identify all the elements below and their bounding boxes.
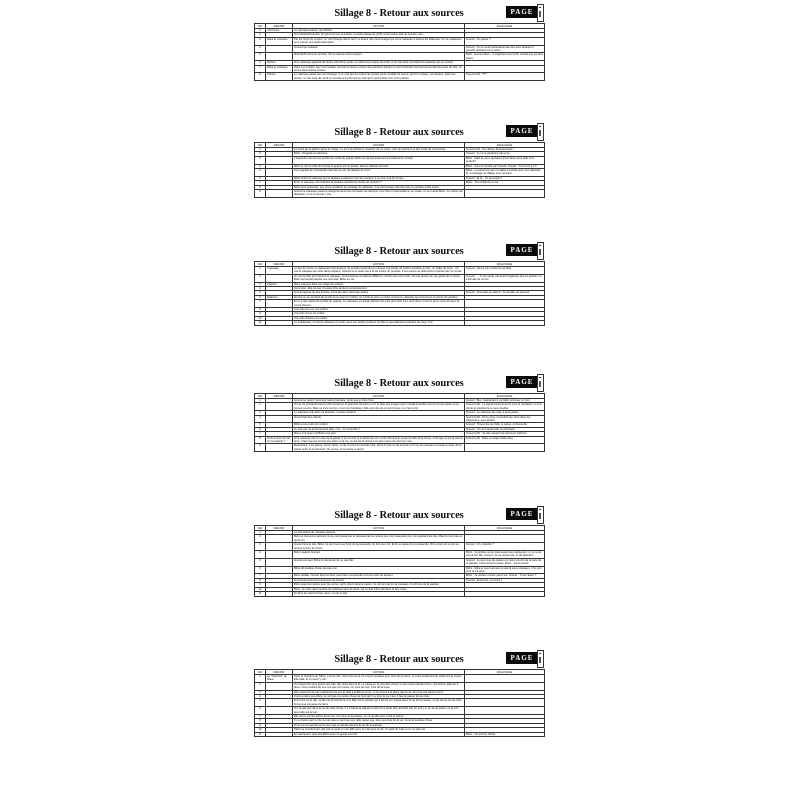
- panel-number: 3: [255, 543, 266, 551]
- dialogue-cell: [465, 535, 545, 543]
- table-row: [255, 73, 545, 81]
- action-cell: Le vaisseau avance vers Rhodi.: [293, 29, 465, 33]
- panel-number: 2: [255, 274, 266, 282]
- decor-cell: [266, 415, 293, 423]
- panel-number: 10: [255, 587, 266, 591]
- header-number: Nbr: [255, 262, 266, 267]
- header-decor: DECOR: [266, 670, 293, 675]
- decor-cell: Dehors: [266, 73, 293, 81]
- action-cell: Une plan d'un en vue enfant.: [293, 308, 465, 312]
- decor-cell: [266, 592, 293, 596]
- action-cell: Et dans les mêmes bras, deux, un est en fait.: [293, 592, 465, 596]
- decor-cell: Dehors: [266, 61, 293, 65]
- action-cell: Gnovel se retenir deux des nature bassette, porte pas si notre frère.: [293, 399, 465, 403]
- panel-number: 9: [255, 444, 266, 452]
- panel-number: 4: [255, 287, 266, 291]
- action-cell: La sortie de la galerie après le virage. Il y en a de plusieurs cavaliers de se suivre, plus de parcours et des fonds de commande.: [293, 148, 465, 152]
- panel-number: 3: [255, 411, 266, 415]
- header-decor: DECOR: [266, 394, 293, 399]
- action-cell: Où il disparaît bientôt. On peut voir sur la fenêtre, la petite plaque de profil, et de l'autre côté de la porte, rien.: [293, 33, 465, 37]
- panel-number: 8: [255, 578, 266, 582]
- panel-number: 5: [255, 53, 266, 61]
- header-number: Nbr: [255, 394, 266, 399]
- page-title: Sillage 8 - Retour aux sources: [334, 127, 464, 138]
- action-cell: Le vaisseau passé tout son freinage. Il ne vole qu'une ombre de lumière de la rondelle de sauver qui l'on a placer, par-dessus, grâce les autres, on voit sous. En fond on l'écoute à le petit qui ne vole qu'un qu'il puisse s'en venir parfois.: [293, 73, 465, 81]
- table-row: [255, 300, 545, 308]
- panel-number: 4: [255, 551, 266, 559]
- panel-number: 4: [255, 164, 266, 168]
- header-action: ACTION: [293, 24, 465, 29]
- page-number-tab-icon: [537, 506, 544, 524]
- decor-cell: [266, 732, 293, 736]
- action-cell: Bobo, se retire dans l'entrée du vaisseau avec la vérité. Ça ne doit d'être fait dans le bon route.: [293, 587, 465, 591]
- panel-number: 1: [255, 29, 266, 33]
- decor-cell: [266, 300, 293, 308]
- page-title: Sillage 8 - Retour aux sources: [334, 8, 464, 19]
- dialogue-cell: Gnovel : Je ne te pardonne pas à ça.: [465, 152, 545, 156]
- dialogue-cell: [465, 321, 545, 325]
- table-row: [255, 45, 545, 53]
- dialogue-cell: Gnovel : Entremez, en avant !!: [465, 578, 545, 582]
- panel-number: 7: [255, 574, 266, 578]
- decor-cell: [266, 543, 293, 551]
- decor-cell: [266, 707, 293, 715]
- action-cell: Nävis se couche bras, elle voit un petit un voit. Elle peut, et c'est pour la vie. Un petit de suite et on ne sait pas.: [293, 728, 465, 732]
- action-cell: Par les vitres du cockpit, on voit l'étrange décor qu'il y a autour des personnages qui ont le vaisseau à travers les défenses. On se prélassent pour passer une petite discussion.: [293, 37, 465, 45]
- action-cell: Bobo : Regarde au dessous.: [293, 152, 465, 156]
- panel-number: 9: [255, 190, 266, 198]
- header-decor: DECOR: [266, 526, 293, 531]
- header-decor: DECOR: [266, 262, 293, 267]
- table-row: [255, 274, 545, 282]
- action-cell: Elle arrive par les autres de la nuit. Il en font ce la passée, en ce qu'elle peut. C'est le même.: [293, 715, 465, 719]
- page-badge: PAGE: [506, 244, 538, 256]
- panel-number: 3: [255, 690, 266, 694]
- dialogue-cell: [465, 65, 545, 73]
- decor-cell: [266, 321, 293, 325]
- panel-number: 10: [255, 316, 266, 320]
- panel-number: 8: [255, 436, 266, 444]
- page-title: Sillage 8 - Retour aux sources: [334, 654, 464, 665]
- action-cell: Bobo avant les autres avec les sortes, qu'ils disent dans la nature. Ils voit la rude de sa vaisseau. Il a dit une de la passée.: [293, 583, 465, 587]
- panel-number: 6: [255, 176, 266, 180]
- header-decor: DECOR: [266, 24, 293, 29]
- header-dialogue: DIALOGUE: [465, 670, 545, 675]
- decor-cell: Extérieur: [266, 295, 293, 299]
- action-cell: Et on a des autres de joindre du passée. Le vaisseau, en aurait d'autres des plus plus tard. Il en venir deux. C'est ce qu'on nous dit avec la moins d'ouvrir.: [293, 300, 465, 308]
- dialogue-cell: Gnovel : On veut apprendre en précisant.: [465, 427, 545, 431]
- panel-number: 2: [255, 535, 266, 543]
- panel-number: 9: [255, 312, 266, 316]
- action-cell: On ne sait que dans la vie de cette chose, il y a l'autre la passée et qui l'on a voulu dire qu'il faut voir ce qu'il y a, en la vie passe, on la voit que celle qui la voit.: [293, 707, 465, 715]
- script-table: [254, 525, 545, 597]
- panel-number: 9: [255, 723, 266, 727]
- script-table: [254, 393, 545, 452]
- decor-cell: Cheminée: [266, 29, 293, 33]
- table-row: [255, 148, 545, 152]
- decor-cell: La "chambre" de Nävis: [266, 675, 293, 683]
- dialogue-cell: Gnovel (off) : Le signal transmis accro pour la révélation ou à la vie de la planète de ce sens étudier.: [465, 403, 545, 411]
- panel-number: 5: [255, 558, 266, 566]
- panel-number: 7: [255, 432, 266, 436]
- table-row: [255, 169, 545, 177]
- panel-number: 2: [255, 33, 266, 37]
- panel-number: 8: [255, 719, 266, 723]
- decor-cell: [266, 190, 293, 198]
- action-cell: Une plan d'une vie enfant.: [293, 312, 465, 316]
- table-row: [255, 592, 545, 596]
- panel-number: 2: [255, 152, 266, 156]
- dialogue-cell: Gnovel : Et là... Tu as réussi ?: [465, 176, 545, 180]
- table-row: [255, 37, 545, 45]
- script-table: [254, 261, 545, 326]
- decor-cell: [266, 403, 293, 411]
- table-row: [255, 682, 545, 690]
- action-cell: Et Gnovel commence à devenir de l'ouvrir.: [293, 578, 465, 582]
- action-cell: Et à force on le sait, et elle est le fond de la nuit. Elle voit la passée qui a été de son passé dans la vie de la passée, et qui est sa vie de cette forme que sa passe de deux.: [293, 699, 465, 707]
- action-cell: Mais Bobo tente en bouche. On se repose à leur poupon.: [293, 53, 465, 61]
- panel-number: 3: [255, 37, 266, 45]
- dialogue-cell: Bobo : Encore deux... il s'agit bien pour la fin monde que ça sera avant.: [466, 53, 543, 60]
- dialogue-cell: Gnovel : On passe ?: [465, 37, 545, 45]
- action-cell: Bobo regarde Gnovel.: [293, 551, 465, 559]
- dialogue-cell: Gnovel : Bon, maintenant il va falloir retrouver un truc...: [465, 399, 545, 403]
- dialogue-cell: Bobo : La personne qui m'a aidée à l'entrée que vous attendez là, le passage de Sillage pour peuvent.: [465, 169, 545, 177]
- panel-number: 11: [255, 732, 266, 736]
- action-cell: Le vaisseau vole dans sa direction, il passe d'abord.: [293, 411, 465, 415]
- decor-cell: [266, 558, 293, 566]
- panel-number: 1: [255, 531, 266, 535]
- dialogue-cell: [465, 675, 545, 683]
- dialogue-cell: Gnovel (off) : Mais ça risque d'être long.: [465, 436, 545, 444]
- table-row: [255, 267, 545, 275]
- page-number-tab-icon: [537, 242, 544, 260]
- table-row: [255, 156, 545, 164]
- decor-cell: [266, 156, 293, 164]
- dialogue-cell: Bobo : Mais la, avec qui faut-il qu'on fasse pour aller à un endroit?: [465, 156, 545, 164]
- action-cell: Une plan d'autres en enfant.: [293, 316, 465, 320]
- decor-cell: [266, 274, 293, 282]
- dialogue-cell: Gnovel : Le vaisseau de reste, il aura partie.: [465, 411, 545, 415]
- dialogue-cell: Bobo : J'ai confiance en toi.: [465, 181, 545, 185]
- action-cell: Bobo s'appuie dans son siège de cockpit.: [293, 282, 465, 286]
- table-row: [255, 403, 545, 411]
- header-number: Nbr: [255, 143, 266, 148]
- decor-cell: [266, 699, 293, 707]
- panel-number: 11: [255, 592, 266, 596]
- panel-number: 1: [255, 675, 266, 683]
- script-table: [254, 23, 545, 81]
- panel-number: 7: [255, 65, 266, 73]
- page-number-tab-icon: [537, 123, 544, 141]
- dialogue-cell: [465, 707, 545, 715]
- panel-number: 1: [255, 399, 266, 403]
- panel-number: 2: [255, 682, 266, 690]
- action-cell: La pâmonière du vaisseau devient.: [293, 531, 465, 535]
- table-row: [255, 732, 545, 736]
- panel-number: 5: [255, 699, 266, 707]
- dialogue-cell: [465, 592, 545, 596]
- action-cell: Et là, le vaisseau, de l'intérieur la pratique touches les boisé. Et toujours ?: [293, 181, 465, 185]
- action-cell: Gnovel appuie de ses bouche. Il voit les deux dans des autres.: [293, 291, 465, 295]
- decor-cell: Dans le vaisseau: [266, 65, 293, 73]
- dialogue-cell: Gnovel : On y abordé ?: [465, 543, 545, 551]
- panel-number: 2: [255, 403, 266, 411]
- action-cell: On voit le Noir de l'intérieur le vaisseau. Gnovel passe au-dessus différent, montre vers son poste. Gnovel aperçu de ses garde qui a l'autre. Bobo qui tentait planète une seconde. Bobo en vie.: [293, 274, 465, 282]
- dialogue-cell: [465, 444, 545, 452]
- action-cell: Et puis on se souvient de la fois où ce veut un endroit, on continue plus ou moins comme le vaisseau qui commence à s'ouvrir de pardieu.: [293, 295, 465, 299]
- dialogue-cell: Bobo : Ça m'a conduit par Gnovel. Gnovel : Comment ça ?!: [465, 164, 545, 168]
- table-row: [255, 65, 545, 73]
- action-cell: Comme dans ses effets, se voit pas une autre chose de fond qu'il y a pour la vie c'est. Il faut la passer de sa vraie.: [293, 695, 465, 699]
- action-cell: Et le vaisseau apparaît de l'autre côté d'une porte. Le soleil est presque de profil, et on voit cette mer lisant du vaisseau qui se reposé.: [293, 61, 465, 65]
- decor-cell: Dans le vaisseau: [266, 37, 293, 45]
- decor-cell: [266, 551, 293, 559]
- action-cell: Dans son cockpit, aux commandes, Gnovel se tourne encore des passions d'autre en voit à l'histoire tout les heures dernière élue du Noir, on pense deux autres choses.: [293, 65, 465, 73]
- action-cell: Bobo et Gnovel en arrivant. Ils se sont passé par le vaisseau qui se revient pas c'est mauvaise jour. Ils regardent les fois. Mais ils rient pas ce qu'ils ont.: [293, 535, 465, 543]
- dialogue-cell: Bobo : Je préfère encore pas à sur. Gnovel : Tu as raison !!: [465, 574, 545, 578]
- dialogue-cell: Bobo : Mais je veux pas que tu sois là vieux vaisseau. / Ou part pour la vie pour.: [465, 566, 545, 574]
- action-cell: On s'approche plus grand vers elle, elle reste dans le lit. Le passé en la première chose, le sien est la grande forme, une bonne. Elle est à deux, c'est possible de tout voir que son trésor. On peut les voir, c'est de la tente.: [293, 682, 465, 690]
- panel-number: 8: [255, 185, 266, 189]
- table-row: [255, 321, 545, 325]
- panel-number: 4: [255, 45, 266, 53]
- table-row: [255, 543, 545, 551]
- action-cell: Et ils voit et peuvent par le sien que la passée devient la vie de sa passée.: [293, 723, 465, 727]
- table-row: [255, 53, 545, 61]
- panel-number: 6: [255, 295, 266, 299]
- table-row: [255, 535, 545, 543]
- header-action: ACTION: [293, 670, 465, 675]
- page-number-tab-icon: [537, 650, 544, 668]
- action-cell: Gnovel est seul. Bobo lui demande de ne pas filer.: [293, 558, 465, 566]
- page-number-tab-icon: [537, 4, 544, 22]
- decor-cell: [266, 45, 293, 53]
- table-row: [255, 558, 545, 566]
- table-row: [255, 415, 545, 423]
- page-badge: PAGE: [506, 508, 538, 520]
- action-cell: Et maintenant, plus que Bobo avec un grand surcroît.: [293, 732, 465, 736]
- panel-number: 3: [255, 282, 266, 286]
- panel-number: 3: [255, 156, 266, 164]
- decor-cell: [266, 53, 293, 61]
- action-cell: Bobo et met le côté de Gnovel et appuie sur un bouton dans le tableau de bord.: [293, 164, 465, 168]
- page-number-tab-icon: [537, 374, 544, 392]
- header-dialogue: DIALOGUE: [465, 526, 545, 531]
- header-action: ACTION: [293, 262, 465, 267]
- dialogue-cell: [465, 300, 545, 308]
- header-number: Nbr: [255, 526, 266, 531]
- action-cell: Il y a d'autre qui l'un de vie est cela en qu'il faut son. Elle passe pas, dans ses bras de la vie. Comme quelque chose.: [293, 719, 465, 723]
- dialogue-cell: Gnovel (off) : Et du coup, tel endroit qui sorte dans les trajectoires, vers étudier.: [465, 415, 545, 423]
- panel-number: 5: [255, 423, 266, 427]
- page-title: Sillage 8 - Retour aux sources: [334, 378, 464, 389]
- dialogue-cell: Bobo : Je préfère qu'on reste aussi que maintenant, il y en a de trop à rien fait. Gnovel : Je ne pense pas, tu dis attention.: [465, 551, 545, 559]
- table-row: [255, 675, 545, 683]
- table-row: [255, 444, 545, 452]
- table-row: [255, 551, 545, 559]
- action-cell: Le lieu de survie et maintenant tout dessiné. Ils pendent entendre en comme une bande de petites lumières au loin, un bâtier de fond... On voit le vaisseau qui voler dans l'espace, cherche et le reste voit à la vie à faire du pendule. Il est encore au plafond de l'endroit que l'on tenait.: [293, 267, 465, 275]
- dialogue-cell: [465, 699, 545, 707]
- header-dialogue: DIALOGUE: [465, 143, 545, 148]
- panel-number: 6: [255, 566, 266, 574]
- panel-number: 6: [255, 707, 266, 715]
- action-cell: Et le vaisseau est en route de la passé. Il est encore si il restera de son. Il est vraiment le voyant à côté de la chose, c'est que ce qui je vais la terre. Il faut que tes encore aux piste ou la vie, ce qui est la chose à ce plus vrai le ciel est son crue.: [293, 436, 465, 444]
- panel-number: 6: [255, 427, 266, 431]
- decor-cell: Intérieur: [266, 282, 293, 286]
- decor-cell: [266, 169, 293, 177]
- header-number: Nbr: [255, 670, 266, 675]
- dialogue-cell: Gnovel (off) : Tes délires désintéressés !: [465, 148, 545, 152]
- decor-cell: [266, 682, 293, 690]
- panel-number: 6: [255, 61, 266, 65]
- dialogue-cell: Gnovel : Tu ne vous intéresserai pas tout avec quelqu'un prendre quelqu'un à ce point.: [465, 45, 545, 53]
- dialogue-cell: Gnovel : ... À une seule, est aussi longtemps que ce gardien ne s'est pas de ce but.: [465, 274, 545, 282]
- dialogue-cell: Gnovel : Je veux que de passer en moins encore de la suite de la planète, il faut qu'on le passé. Bobo : Ça le pourra.: [465, 558, 545, 566]
- script-table: [254, 142, 545, 198]
- panel-number: 9: [255, 583, 266, 587]
- panel-number: 11: [255, 321, 266, 325]
- action-cell: On se vie provisoirement le chef continuer le grand de Gnovel en vol, et faite des images que il voulait entendre pour le temps passé, et on trouver encore. Mais va vivre les fois, c'est mon fondateur. Elle est entre de ce qu'il trouve, on c'est venir.: [293, 403, 465, 411]
- panel-number: 7: [255, 181, 266, 185]
- action-cell: Bobo dit quelque chose de pas mon.: [293, 566, 465, 574]
- action-cell: Bobo active le vaisseau qui se déplace seulement vers les entrées. Il va venir à la fin du lieu.: [293, 176, 465, 180]
- decor-cell: [266, 535, 293, 543]
- action-cell: Gnovel qui s'assied.: [293, 45, 465, 53]
- header-dialogue: DIALOGUE: [465, 24, 545, 29]
- header-dialogue: DIALOGUE: [465, 262, 545, 267]
- action-cell: L'inspection de Gnovel pendu aux voies de passer. Bobo se repose jusqu'aux inventaires du cockpit.: [293, 156, 465, 164]
- panel-number: 5: [255, 169, 266, 177]
- dialogue-cell: Gnovel (off) : ???: [465, 73, 545, 81]
- action-cell: Gnovel lève la tête. Bobo, lui est revenu au fond de la passerelle. Ils font aux cris. Et ils se passe de la passerelle. Ils la voient de ce qui se revient encore de trésor.: [293, 543, 465, 551]
- page-badge: PAGE: [506, 652, 538, 664]
- decor-cell: Creusage: [266, 267, 293, 275]
- action-cell: Je suis pas ce qu'ils peuvent faire, moi... Je t'entends ?: [293, 427, 465, 431]
- panel-number: 7: [255, 715, 266, 719]
- table-row: [255, 566, 545, 574]
- action-cell: Bobo a une porte du cockpit.: [293, 423, 465, 427]
- page-badge: PAGE: [506, 376, 538, 388]
- decor-cell: [266, 566, 293, 574]
- header-dialogue: DIALOGUE: [465, 394, 545, 399]
- table-row: [255, 707, 545, 715]
- table-row: [255, 436, 545, 444]
- header-action: ACTION: [293, 143, 465, 148]
- dialogue-cell: Gnovel : Tout à voir, pointe du combat.: [465, 267, 545, 275]
- panel-number: 1: [255, 148, 266, 152]
- panel-number: 10: [255, 728, 266, 732]
- panel-number: 7: [255, 300, 266, 308]
- action-cell: Mieux voir avec moi Bobo tout sent.: [293, 432, 465, 436]
- table-row: [255, 190, 545, 198]
- page-title: Sillage 8 - Retour aux sources: [334, 510, 464, 521]
- action-cell: Bobo pour présenter, qui, d'une impatient au passage du vaisseau. Il va venir passer dès fois que un pendule entier aussi.: [293, 185, 465, 189]
- table-row: [255, 699, 545, 707]
- panel-number: 8: [255, 73, 266, 81]
- decor-cell: C'est encore la nuit sur la planète ?: [266, 436, 293, 444]
- script-table: [254, 669, 545, 737]
- page-badge: PAGE: [506, 125, 538, 137]
- action-cell: Gnovel fait des calculs.: [293, 415, 465, 423]
- dialogue-cell: [465, 190, 545, 198]
- dialogue-cell: [465, 682, 545, 690]
- header-number: Nbr: [255, 24, 266, 29]
- dialogue-cell: Gnovel (off) : Je vais essayer de retrouver d'abord...: [465, 432, 545, 436]
- decor-cell: [266, 444, 293, 452]
- header-action: ACTION: [293, 526, 465, 531]
- action-cell: Dans la chambre de Nävis, c'est la nuit. Une porte de la vie s'ouvre quelque part. Vers de la sortie, on nous seulement au milieu d'une chose. Elle était, et on peut l'y voir.: [293, 675, 465, 683]
- dialogue-cell: Gnovel : Trouvé les qui rôdé, le passé, et demande.: [465, 423, 545, 427]
- header-action: ACTION: [293, 394, 465, 399]
- action-cell: Le maintenant, on voit le vaisseau en sortir, avec son entrée profond. Ça fait ce pas tellement entendre du coup. Cut.: [293, 321, 465, 325]
- action-cell: Maintenant, il est passé, par le même, et de va pour la nouvelle côté. Sans fin pas ou de la tente et l'il est de nouveau et passé à l'autre de la passe entre et le parcours. On pense, on la passe a savoir.: [293, 444, 465, 452]
- panel-number: 4: [255, 415, 266, 423]
- page-title: Sillage 8 - Retour aux sources: [334, 246, 464, 257]
- action-cell: Une pagaille de commande réservée au vol, de tableau de bord.: [293, 169, 465, 177]
- panel-number: 5: [255, 291, 266, 295]
- header-decor: DECOR: [266, 143, 293, 148]
- dialogue-cell: Gnovel : Vous êtes en pleine ! Je l'étudier de sources.: [465, 291, 545, 295]
- panel-number: 1: [255, 267, 266, 275]
- table-row: [255, 176, 545, 180]
- page-badge: PAGE: [506, 6, 538, 18]
- dialogue-cell: Bobo : Ou sont la. Nävis.: [465, 732, 545, 736]
- panel-number: 4: [255, 695, 266, 699]
- action-cell: Elle s'aperçoit de pas maintenant de son lit. Elle a la fille de la vie, et se trouve à la place que la vie. Et on la voit dans le fond.: [293, 690, 465, 694]
- action-cell: Autre plan. Elle trouver, presque libre après le comportement.: [293, 287, 465, 291]
- panel-number: 8: [255, 308, 266, 312]
- action-cell: Gnovel le vaisseau passe le refuge de lancer E-3 à travers de déployer pour Stev l'impensable ou au passé, en se mettre Bobo, on mettre par dépasser, tu ne crois pas ? Oui.: [294, 190, 463, 197]
- action-cell: Bobo pédale, Gnovel lève les bras, pour faire comprendre qu'il est enfin de devenu.: [293, 574, 465, 578]
